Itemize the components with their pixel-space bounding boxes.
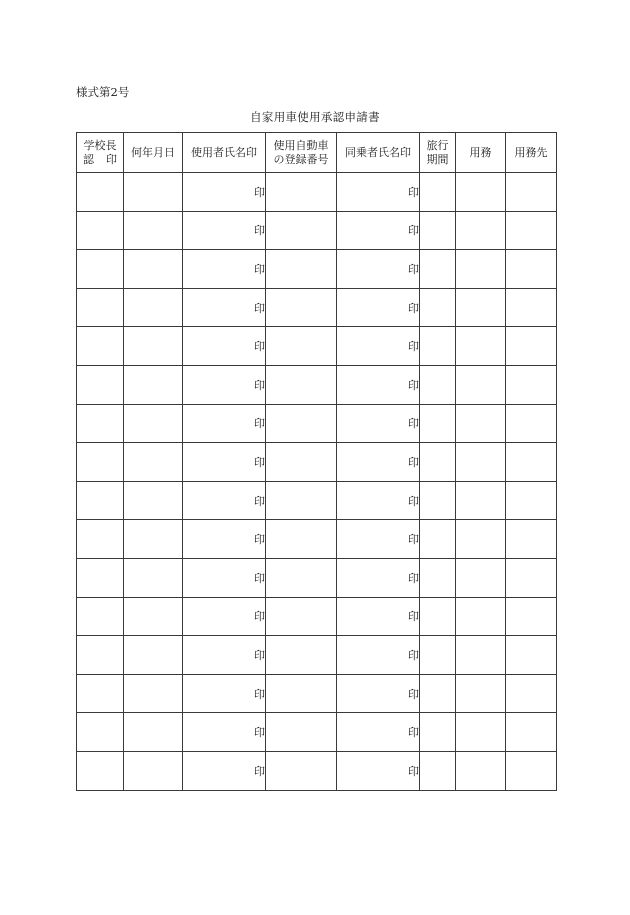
cell-date[interactable]	[124, 288, 183, 327]
header-date-label: 何年月日	[131, 145, 175, 159]
header-principal-seal	[77, 133, 124, 173]
cell-destination[interactable]	[506, 597, 557, 636]
cell-business[interactable]	[456, 751, 506, 790]
cell-vehicle-registration[interactable]	[266, 558, 337, 597]
cell-passenger-name-seal[interactable]	[337, 751, 420, 790]
cell-passenger-name-seal[interactable]	[337, 713, 420, 752]
seal-mark: 印	[254, 687, 265, 701]
cell-principal-seal[interactable]	[77, 365, 124, 404]
cell-trip-period[interactable]	[420, 288, 456, 327]
cell-trip-period[interactable]	[420, 751, 456, 790]
cell-business[interactable]	[456, 173, 506, 212]
header-user-name-seal-label: 使用者氏名印	[191, 145, 257, 159]
seal-mark: 印	[254, 533, 265, 547]
cell-date[interactable]	[124, 713, 183, 752]
form-title: 自家用車使用承認申請書	[250, 110, 380, 124]
cell-principal-seal[interactable]	[77, 636, 124, 675]
cell-user-name-seal[interactable]	[183, 751, 266, 790]
header-business	[456, 133, 506, 173]
table-row	[77, 713, 557, 752]
cell-vehicle-registration[interactable]	[266, 173, 337, 212]
cell-date[interactable]	[124, 597, 183, 636]
seal-mark: 印	[408, 494, 419, 508]
seal-mark: 印	[408, 648, 419, 662]
cell-user-name-seal[interactable]	[183, 636, 266, 675]
seal-mark: 印	[254, 571, 265, 585]
cell-passenger-name-seal[interactable]	[337, 173, 420, 212]
header-vehicle-registration-line-2: の登録番号	[273, 152, 329, 166]
cell-vehicle-registration[interactable]	[266, 327, 337, 366]
cell-business[interactable]	[456, 520, 506, 559]
cell-date[interactable]	[124, 674, 183, 713]
cell-business[interactable]	[456, 288, 506, 327]
seal-mark: 印	[254, 494, 265, 508]
seal-mark: 印	[254, 301, 265, 315]
cell-destination[interactable]	[506, 636, 557, 675]
header-date	[124, 133, 183, 173]
cell-trip-period[interactable]	[420, 558, 456, 597]
cell-user-name-seal[interactable]	[183, 558, 266, 597]
cell-business[interactable]	[456, 365, 506, 404]
cell-date[interactable]	[124, 365, 183, 404]
cell-principal-seal[interactable]	[77, 597, 124, 636]
cell-user-name-seal[interactable]	[183, 250, 266, 289]
cell-trip-period[interactable]	[420, 443, 456, 482]
table-row	[77, 365, 557, 404]
seal-mark: 印	[408, 571, 419, 585]
cell-business[interactable]	[456, 674, 506, 713]
cell-business[interactable]	[456, 404, 506, 443]
cell-business[interactable]	[456, 481, 506, 520]
cell-destination[interactable]	[506, 211, 557, 250]
cell-principal-seal[interactable]	[77, 520, 124, 559]
cell-user-name-seal[interactable]	[183, 597, 266, 636]
cell-principal-seal[interactable]	[77, 404, 124, 443]
cell-trip-period[interactable]	[420, 365, 456, 404]
seal-mark: 印	[408, 726, 419, 740]
cell-user-name-seal[interactable]	[183, 211, 266, 250]
header-trip-period-line-1: 旅行	[426, 138, 449, 152]
seal-mark: 印	[254, 417, 265, 431]
seal-mark: 印	[408, 185, 419, 199]
cell-business[interactable]	[456, 327, 506, 366]
cell-destination[interactable]	[506, 751, 557, 790]
cell-vehicle-registration[interactable]	[266, 636, 337, 675]
cell-trip-period[interactable]	[420, 481, 456, 520]
cell-date[interactable]	[124, 443, 183, 482]
cell-destination[interactable]	[506, 443, 557, 482]
cell-vehicle-registration[interactable]	[266, 404, 337, 443]
seal-mark: 印	[408, 224, 419, 238]
cell-passenger-name-seal[interactable]	[337, 597, 420, 636]
cell-vehicle-registration[interactable]	[266, 250, 337, 289]
cell-destination[interactable]	[506, 713, 557, 752]
cell-destination[interactable]	[506, 404, 557, 443]
table-row	[77, 404, 557, 443]
table-row	[77, 636, 557, 675]
cell-vehicle-registration[interactable]	[266, 211, 337, 250]
application-table	[76, 132, 557, 791]
seal-mark: 印	[254, 185, 265, 199]
header-passenger-name-seal-label: 同乗者氏名印	[345, 145, 411, 159]
form-number: 様式第2号	[76, 85, 130, 99]
table-row	[77, 520, 557, 559]
cell-passenger-name-seal[interactable]	[337, 288, 420, 327]
seal-mark: 印	[408, 533, 419, 547]
cell-vehicle-registration[interactable]	[266, 751, 337, 790]
cell-passenger-name-seal[interactable]	[337, 211, 420, 250]
cell-user-name-seal[interactable]	[183, 443, 266, 482]
cell-passenger-name-seal[interactable]	[337, 520, 420, 559]
cell-passenger-name-seal[interactable]	[337, 481, 420, 520]
cell-date[interactable]	[124, 250, 183, 289]
table-row	[77, 173, 557, 212]
cell-user-name-seal[interactable]	[183, 404, 266, 443]
cell-business[interactable]	[456, 713, 506, 752]
cell-user-name-seal[interactable]	[183, 481, 266, 520]
header-passenger-name-seal	[337, 133, 420, 173]
cell-passenger-name-seal[interactable]	[337, 404, 420, 443]
seal-mark: 印	[408, 610, 419, 624]
table-row	[77, 597, 557, 636]
header-vehicle-registration-line-1: 使用自動車	[273, 138, 329, 152]
seal-mark: 印	[254, 378, 265, 392]
cell-principal-seal[interactable]	[77, 443, 124, 482]
table-body	[77, 173, 557, 791]
cell-vehicle-registration[interactable]	[266, 674, 337, 713]
seal-mark: 印	[254, 455, 265, 469]
cell-principal-seal[interactable]	[77, 713, 124, 752]
cell-date[interactable]	[124, 520, 183, 559]
seal-mark: 印	[408, 301, 419, 315]
seal-mark: 印	[408, 262, 419, 276]
cell-user-name-seal[interactable]	[183, 173, 266, 212]
cell-destination[interactable]	[506, 520, 557, 559]
cell-principal-seal[interactable]	[77, 481, 124, 520]
cell-destination[interactable]	[506, 173, 557, 212]
table-row	[77, 751, 557, 790]
cell-destination[interactable]	[506, 674, 557, 713]
table-row	[77, 558, 557, 597]
cell-principal-seal[interactable]	[77, 327, 124, 366]
table-row	[77, 288, 557, 327]
table-row	[77, 674, 557, 713]
table-row	[77, 250, 557, 289]
cell-destination[interactable]	[506, 250, 557, 289]
header-row	[77, 133, 557, 173]
cell-passenger-name-seal[interactable]	[337, 558, 420, 597]
cell-principal-seal[interactable]	[77, 250, 124, 289]
cell-destination[interactable]	[506, 327, 557, 366]
header-principal-seal-line-1: 学校長	[83, 138, 117, 152]
header-trip-period-line-2: 期間	[426, 152, 449, 166]
seal-mark: 印	[254, 262, 265, 276]
seal-mark: 印	[408, 417, 419, 431]
cell-date[interactable]	[124, 404, 183, 443]
header-destination	[506, 133, 557, 173]
cell-trip-period[interactable]	[420, 674, 456, 713]
cell-passenger-name-seal[interactable]	[337, 250, 420, 289]
table-row	[77, 443, 557, 482]
seal-mark: 印	[408, 764, 419, 778]
cell-destination[interactable]	[506, 481, 557, 520]
cell-date[interactable]	[124, 558, 183, 597]
header-user-name-seal	[183, 133, 266, 173]
cell-vehicle-registration[interactable]	[266, 481, 337, 520]
cell-date[interactable]	[124, 481, 183, 520]
cell-destination[interactable]	[506, 365, 557, 404]
cell-date[interactable]	[124, 327, 183, 366]
cell-user-name-seal[interactable]	[183, 520, 266, 559]
header-vehicle-registration	[266, 133, 337, 173]
cell-principal-seal[interactable]	[77, 211, 124, 250]
cell-business[interactable]	[456, 443, 506, 482]
cell-principal-seal[interactable]	[77, 751, 124, 790]
cell-passenger-name-seal[interactable]	[337, 365, 420, 404]
cell-destination[interactable]	[506, 288, 557, 327]
seal-mark: 印	[254, 726, 265, 740]
header-destination-label: 用務先	[514, 145, 548, 159]
seal-mark: 印	[408, 687, 419, 701]
cell-date[interactable]	[124, 751, 183, 790]
cell-business[interactable]	[456, 250, 506, 289]
cell-vehicle-registration[interactable]	[266, 520, 337, 559]
seal-mark: 印	[254, 340, 265, 354]
cell-business[interactable]	[456, 558, 506, 597]
cell-trip-period[interactable]	[420, 173, 456, 212]
cell-vehicle-registration[interactable]	[266, 365, 337, 404]
cell-trip-period[interactable]	[420, 250, 456, 289]
cell-date[interactable]	[124, 636, 183, 675]
cell-business[interactable]	[456, 636, 506, 675]
cell-principal-seal[interactable]	[77, 288, 124, 327]
seal-mark: 印	[254, 224, 265, 238]
cell-trip-period[interactable]	[420, 597, 456, 636]
cell-passenger-name-seal[interactable]	[337, 674, 420, 713]
cell-vehicle-registration[interactable]	[266, 288, 337, 327]
cell-vehicle-registration[interactable]	[266, 443, 337, 482]
cell-passenger-name-seal[interactable]	[337, 443, 420, 482]
cell-date[interactable]	[124, 173, 183, 212]
cell-vehicle-registration[interactable]	[266, 597, 337, 636]
header-trip-period	[420, 133, 456, 173]
table-row	[77, 327, 557, 366]
seal-mark: 印	[408, 455, 419, 469]
cell-vehicle-registration[interactable]	[266, 713, 337, 752]
cell-passenger-name-seal[interactable]	[337, 327, 420, 366]
cell-date[interactable]	[124, 211, 183, 250]
cell-trip-period[interactable]	[420, 520, 456, 559]
header-business-label: 用務	[469, 145, 492, 159]
table-row	[77, 481, 557, 520]
cell-business[interactable]	[456, 597, 506, 636]
cell-business[interactable]	[456, 211, 506, 250]
seal-mark: 印	[254, 648, 265, 662]
seal-mark: 印	[254, 610, 265, 624]
cell-trip-period[interactable]	[420, 327, 456, 366]
cell-principal-seal[interactable]	[77, 173, 124, 212]
cell-principal-seal[interactable]	[77, 558, 124, 597]
cell-user-name-seal[interactable]	[183, 327, 266, 366]
cell-user-name-seal[interactable]	[183, 674, 266, 713]
cell-destination[interactable]	[506, 558, 557, 597]
seal-mark: 印	[408, 340, 419, 354]
header-principal-seal-line-2: 認 印	[83, 152, 117, 166]
cell-trip-period[interactable]	[420, 211, 456, 250]
cell-principal-seal[interactable]	[77, 674, 124, 713]
seal-mark: 印	[254, 764, 265, 778]
seal-mark: 印	[408, 378, 419, 392]
cell-trip-period[interactable]	[420, 713, 456, 752]
table-row	[77, 211, 557, 250]
cell-passenger-name-seal[interactable]	[337, 636, 420, 675]
cell-trip-period[interactable]	[420, 404, 456, 443]
cell-user-name-seal[interactable]	[183, 365, 266, 404]
cell-user-name-seal[interactable]	[183, 713, 266, 752]
cell-user-name-seal[interactable]	[183, 288, 266, 327]
cell-trip-period[interactable]	[420, 636, 456, 675]
